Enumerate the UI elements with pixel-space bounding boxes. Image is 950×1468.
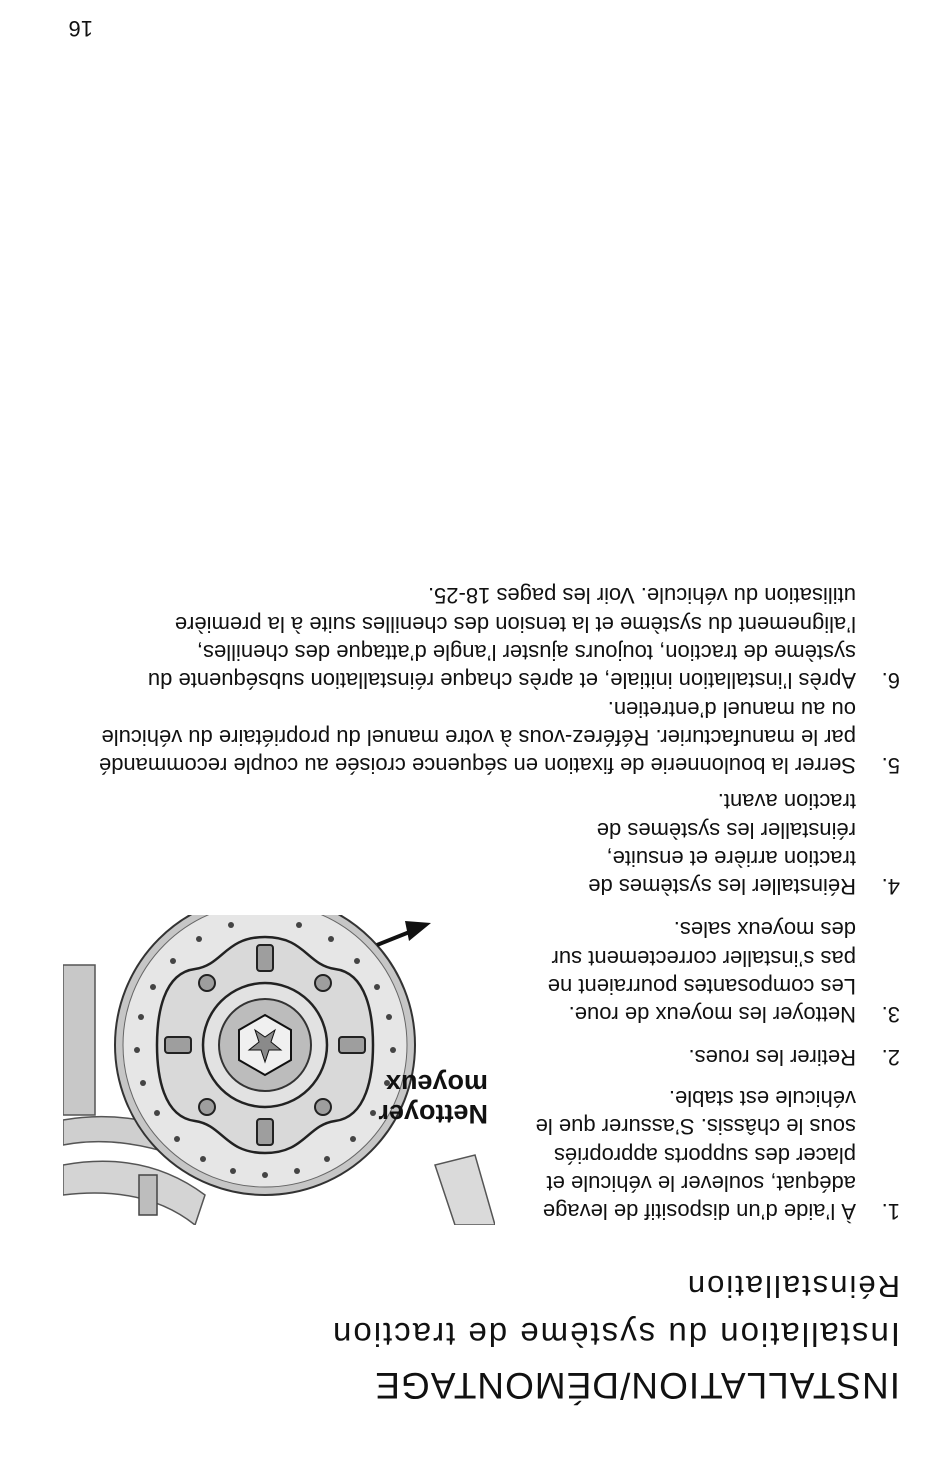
step-text: Retirer les roues.	[688, 1045, 856, 1070]
step-1	[535, 1084, 900, 1225]
step-6	[80, 581, 900, 694]
callout-line: moyeux	[385, 1069, 488, 1099]
step-text: Nettoyer les moyeux de roue. Les composantes pourraient ne pas s’installer correctement sur des moyeux sales.	[547, 917, 856, 1027]
step-number: 5.	[881, 753, 900, 778]
figure-callout	[378, 1069, 488, 1129]
step-number: 2.	[881, 1045, 900, 1070]
step-text: Après l’installation initiale, et après chaque réinstallation subséquente du système de traction, toujours ajuster l’angle d’attaque des chenilles, l’alignement du système et la tension des chenilles suite à la première utilisation du véhicule. Voir les pages 18-25.	[147, 583, 856, 693]
step-text: Réinstaller les systèmes de traction arrière et ensuite, réinstaller les systèmes de traction avant.	[588, 789, 856, 899]
step-4	[535, 787, 900, 900]
step-3	[535, 915, 900, 1028]
step-5	[80, 694, 900, 779]
step-2	[535, 1043, 900, 1071]
section-title: INSTALLATION/DÉMONTAGE	[374, 1365, 900, 1406]
step-number: 1.	[881, 1199, 900, 1224]
callout-line: Nettoyer	[378, 1099, 488, 1129]
step-text: Serrer la boulonnerie de fixation en séquence croisée au couple recommandé par le manufacturier. Référez-vous à votre manuel du propriétaire du véhicule ou au manuel d’entretien.	[98, 696, 856, 778]
procedure-heading: Réinstallation	[685, 1269, 900, 1304]
section-subtitle: Installation du système de traction	[331, 1316, 900, 1353]
step-number: 6.	[881, 668, 900, 693]
page-number: 16	[68, 16, 93, 41]
step-number: 3.	[881, 1002, 900, 1027]
step-number: 4.	[881, 874, 900, 899]
step-text: À l’aide d’un dispositif de levage adéquat, soulever le véhicule et placer des supports appropriés sous le châssis. S’assurer que le véhicule est stable.	[535, 1086, 856, 1224]
